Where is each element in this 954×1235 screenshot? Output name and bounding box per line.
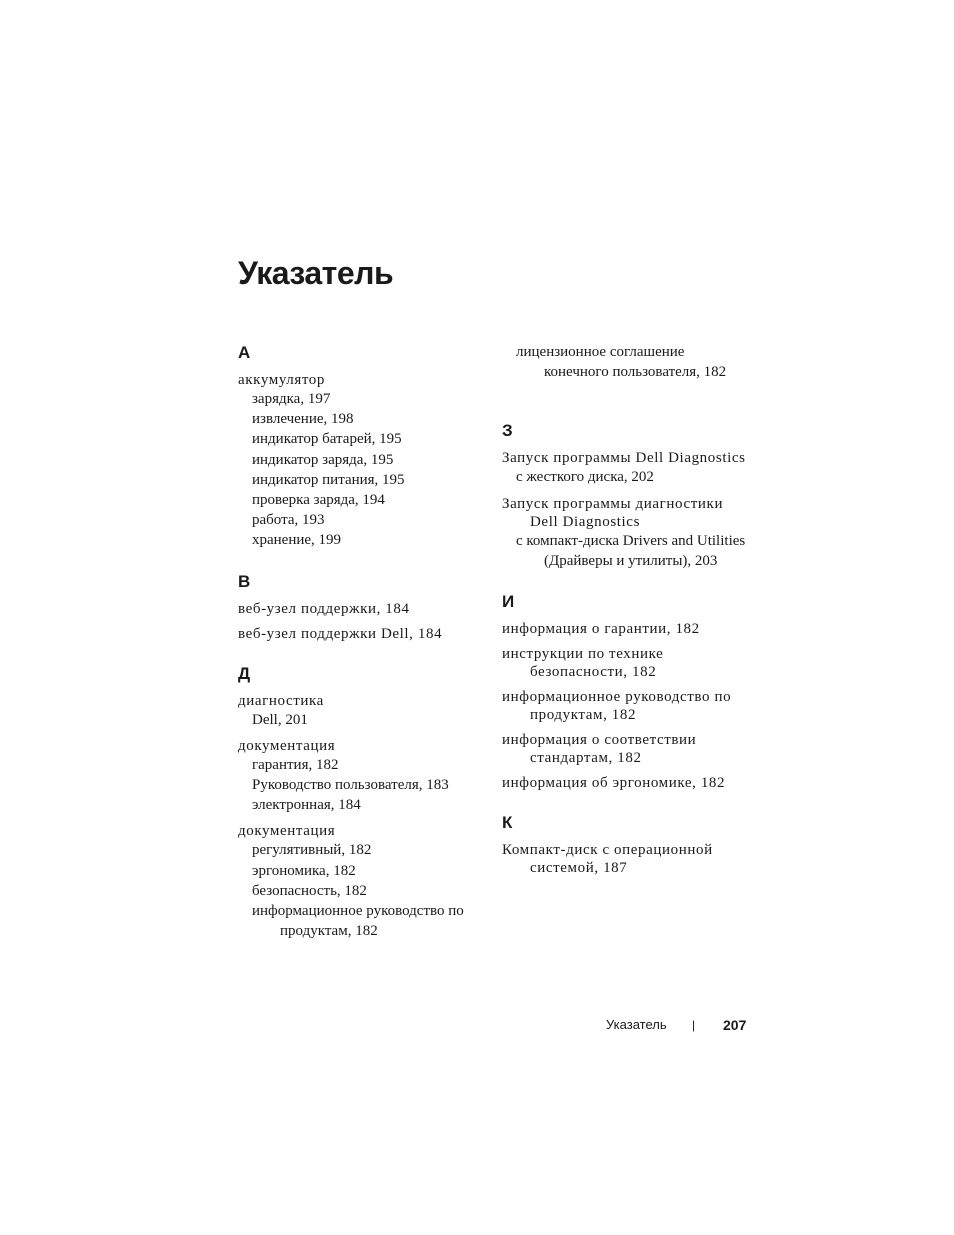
index-column-right	[502, 342, 752, 897]
section-letter: A	[238, 343, 251, 362]
index-term: информационное руководство по продуктам, 182	[502, 689, 732, 724]
index-subterm: извлечение, 198	[252, 411, 354, 428]
index-entry	[502, 620, 752, 638]
index-entry	[238, 737, 488, 816]
index-subterm: зарядка, 197	[252, 391, 331, 407]
index-term: информация об эргономике, 182	[502, 775, 726, 792]
index-term: документация	[238, 823, 336, 840]
index-term: Запуск программы диагностики Dell Diagnostics	[502, 495, 724, 530]
index-entry	[502, 731, 752, 767]
section-letter: К	[502, 813, 513, 833]
index-subterm: индикатор заряда, 195	[252, 451, 394, 468]
section-letter: И	[502, 592, 515, 612]
index-term: информация о гарантии, 182	[502, 621, 700, 638]
footer-separator: |	[692, 1018, 696, 1032]
index-column-left	[238, 342, 488, 961]
index-subterm: индикатор батарей, 195	[252, 431, 402, 448]
index-entry	[502, 841, 752, 877]
index-entry	[502, 774, 752, 792]
index-section	[238, 342, 488, 551]
index-term: веб-узел поддержки Dell, 184	[238, 625, 443, 642]
index-entry	[502, 342, 752, 382]
index-section	[502, 420, 752, 571]
index-subterm: Dell, 201	[252, 711, 308, 728]
section-letter: З	[502, 421, 513, 441]
index-term: диагностика	[238, 692, 324, 709]
index-entry	[502, 645, 752, 681]
index-subterm: работа, 193	[252, 512, 325, 529]
index-entry	[502, 688, 752, 724]
index-subterm: Руководство пользователя, 183	[252, 777, 449, 794]
index-term: аккумулятор	[238, 372, 325, 388]
index-subterm: проверка заряда, 194	[252, 492, 385, 509]
page-title: Указатель	[238, 255, 394, 291]
section-letter: Д	[238, 663, 251, 683]
index-entry	[502, 495, 752, 571]
index-entry	[238, 371, 488, 551]
index-subterm: безопасность, 182	[252, 882, 367, 899]
index-subterm: электронная, 184	[252, 797, 361, 814]
index-term: Запуск программы Dell Diagnostics	[502, 450, 746, 467]
index-subterm: регулятивный, 182	[252, 842, 372, 859]
index-subterm: информационное руководство по продуктам, 182	[252, 903, 464, 940]
index-term: информация о соответствии стандартам, 182	[502, 732, 697, 767]
index-subterm: индикатор питания, 195	[252, 471, 405, 488]
index-section	[238, 663, 488, 942]
index-term: инструкции по технике безопасности, 182	[502, 646, 664, 681]
section-letter: B	[238, 571, 251, 591]
index-entry	[238, 822, 488, 941]
index-subterm: гарантия, 182	[252, 756, 339, 773]
index-subterm: с компакт-диска Drivers and Utilities (Драйверы и утилиты), 203	[516, 532, 746, 569]
index-term: Компакт-диск с операционной системой, 187	[502, 842, 713, 877]
index-section	[502, 342, 752, 382]
index-entry	[238, 625, 488, 643]
index-entry	[238, 600, 488, 618]
index-subterm: эргономика, 182	[252, 862, 356, 879]
footer-section-label: Указатель	[606, 1017, 667, 1032]
index-term: веб-узел поддержки, 184	[238, 600, 410, 617]
index-subterm: с жесткого диска, 202	[516, 469, 654, 486]
index-subterm: лицензионное соглашение конечного пользователя, 182	[516, 344, 727, 381]
index-subterm: хранение, 199	[252, 532, 342, 549]
index-entry	[238, 692, 488, 730]
index-section	[502, 591, 752, 792]
index-section	[502, 812, 752, 877]
index-section	[238, 571, 488, 643]
footer-page-number: 207	[723, 1017, 747, 1033]
index-entry	[502, 449, 752, 487]
index-term: документация	[238, 737, 336, 754]
